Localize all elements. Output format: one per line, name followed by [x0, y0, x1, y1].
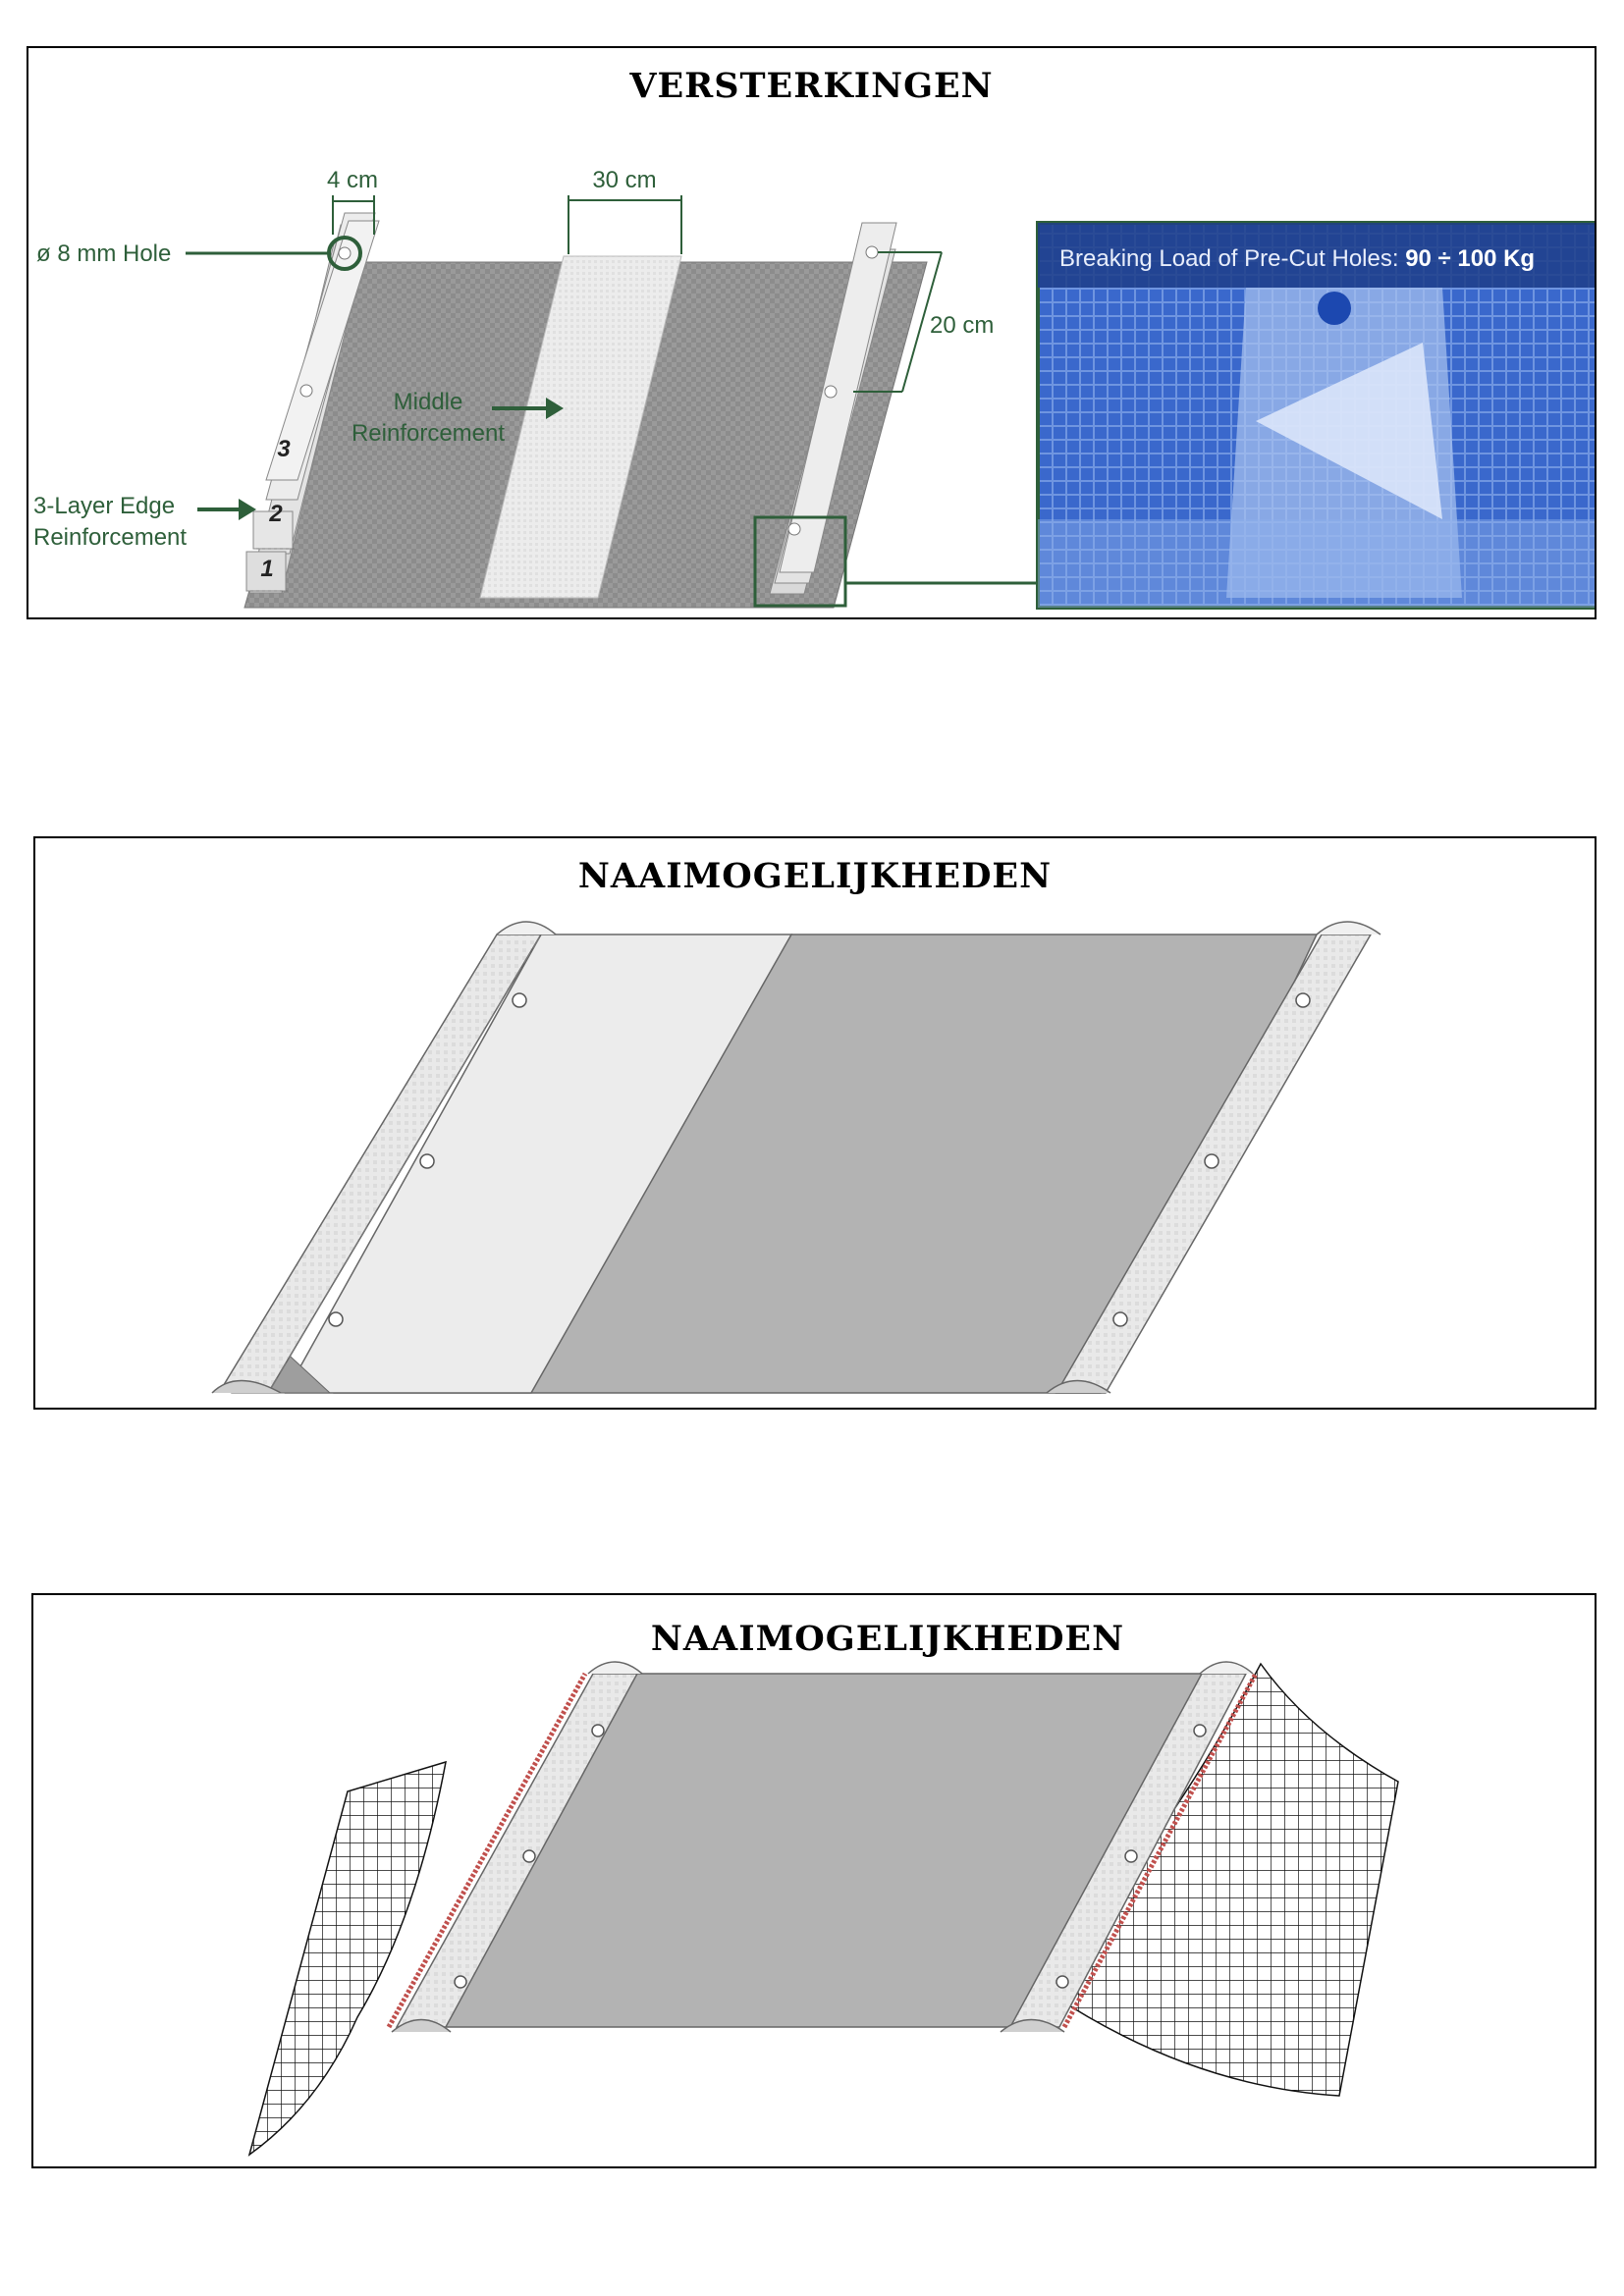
panel-title: VERSTERKINGEN [629, 66, 994, 106]
sewing-options-panel-2 [31, 1593, 1597, 2168]
middle-label-line2: Reinforcement [351, 420, 506, 447]
middle-label-line1: Middle [393, 389, 463, 415]
layer-3-label: 3 [277, 436, 291, 462]
sewing-options-panel-1 [33, 836, 1597, 1410]
reinforcement-diagram [28, 48, 1597, 619]
caption-prefix: Breaking Load of Pre-Cut Holes: [1059, 245, 1406, 272]
panel-title: NAAIMOGELIJKHEDEN [650, 1619, 1125, 1659]
caption-value: 90 ÷ 100 Kg [1405, 245, 1536, 272]
precut-hole-dot [1318, 292, 1351, 325]
sewing-diagram-2 [33, 1595, 1597, 2168]
dim-4cm-label: 4 cm [326, 167, 379, 193]
edge-label-line1: 3-Layer Edge [33, 493, 176, 519]
sewing-diagram-1 [35, 838, 1597, 1410]
left-mesh-flap [249, 1762, 446, 2155]
photo-caption [1059, 245, 1535, 272]
reinforcement-panel [27, 46, 1597, 619]
hole-detail-photo [1038, 223, 1597, 608]
dim-30cm-label: 30 cm [592, 167, 657, 193]
layer-1-label: 1 [260, 556, 274, 582]
hole-label: ø 8 mm Hole [36, 240, 172, 267]
panel-title: NAAIMOGELIJKHEDEN [577, 856, 1053, 896]
dim-20cm-label: 20 cm [930, 312, 995, 339]
edge-label-line2: Reinforcement [33, 524, 188, 551]
layer-2-label: 2 [269, 501, 283, 527]
